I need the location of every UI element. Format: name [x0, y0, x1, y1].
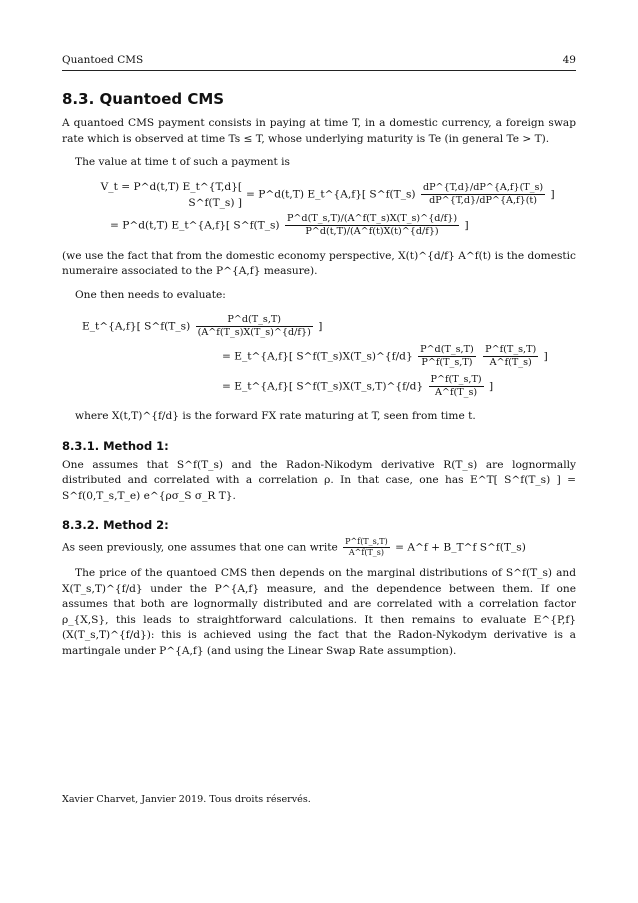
equation-row — [62, 179, 576, 211]
paragraph-method-2-intro — [62, 537, 576, 558]
fraction-numerator: P^f(T_s,T) — [345, 537, 388, 546]
equation-term: E_t^{A,f}[ S^f(T_s) — [82, 320, 191, 332]
equation-fraction — [421, 182, 545, 207]
fraction-denominator: (A^f(T_s)X(T_s)^{d/f}) — [197, 326, 311, 338]
equation-fraction — [285, 213, 459, 238]
equation-term: = P^d(t,T) E_t^{A,f}[ S^f(T_s) — [110, 219, 280, 232]
equation-bracket: ] — [488, 380, 494, 392]
fraction-numerator: P^d(T_s,T) — [420, 343, 474, 355]
section-title: 8.3. Quantoed CMS — [62, 90, 225, 108]
main-content — [62, 90, 576, 659]
equation-bracket: ] — [550, 188, 555, 201]
equation-term: = E_t^{A,f}[ S^f(T_s)X(T_s,T)^{f/d} — [222, 380, 424, 392]
paragraph-method-2-body: The price of the quantoed CMS then depends on the marginal distributions of S^f(T_s) and X(T_s,T)^{f/d} under the P^{A,f} measure, and the dependence between them. If one assumes that both are lognormally distributed and are correlated with a correlation factor ρ_{X,S}, this leads to straightforward calculations. It then remains to evaluate E^{P,f}(X(T_s,T)^{f/d}): this is achieved using the fact that the Radon-Nykodym derivative is a martingale under P^{A,f} (and using the Linear Swap Rate assumption). — [62, 567, 576, 657]
equation-row — [62, 311, 576, 341]
fraction-numerator: dP^{T,d}/dP^{A,f}(T_s) — [422, 182, 544, 193]
header-rule — [62, 70, 576, 71]
equation-bracket: ] — [464, 219, 469, 232]
equation-bracket: ] — [318, 320, 323, 332]
equation-bracket: ] — [543, 350, 548, 362]
running-header — [62, 54, 576, 66]
text-run: As seen previously, one assumes that one can write — [62, 541, 338, 554]
fraction-denominator: A^f(T_s) — [434, 386, 478, 398]
equation-block-evaluate — [62, 311, 576, 401]
footer-copyright: Xavier Charvet, Janvier 2019. Tous droits réservés. — [62, 794, 311, 805]
subsection-method-2-title: 8.3.2. Method 2: — [62, 518, 169, 532]
fraction-numerator: P^d(T_s,T) — [196, 314, 313, 327]
fraction-numerator: P^f(T_s,T) — [430, 373, 482, 385]
paragraph-method-1: One assumes that S^f(T_s) and the Radon-Nikodym derivative R(T_s) are lognormally distributed and correlated with a correlation ρ. In that case, one has E^T[ S^f(T_s) ] = S^f(0,T_s,T_e) e^{ρσ_S σ_R T}. — [62, 458, 576, 502]
page-number: 49 — [562, 54, 576, 66]
equation-lhs: V_t = P^d(t,T) E_t^{T,d}[ S^f(T_s) ] — [100, 180, 242, 209]
equation-term: = P^d(t,T) E_t^{A,f}[ S^f(T_s) — [246, 188, 416, 201]
equation-continuation — [62, 213, 469, 238]
equation-fraction — [429, 374, 484, 399]
paragraph-fx-forward: where X(t,T)^{f/d} is the forward FX rate maturing at T, seen from time t. — [75, 410, 476, 422]
header-title: Quantoed CMS — [62, 54, 144, 66]
equation-fraction — [483, 344, 538, 369]
fraction-denominator: A^f(T_s) — [348, 548, 384, 557]
equation-block-value — [62, 179, 576, 241]
equation-continuation — [62, 374, 493, 399]
text-run: = A^f + B_T^f S^f(T_s) — [395, 541, 526, 554]
paragraph-evaluate: One then needs to evaluate: — [75, 288, 226, 301]
fraction-denominator: A^f(T_s) — [489, 356, 532, 368]
equation-rhs — [62, 344, 548, 369]
equation-row — [62, 211, 576, 241]
fraction-denominator: P^d(t,T)/(A^f(t)X(t)^{d/f}) — [305, 226, 439, 237]
paragraph-intro: A quantoed CMS payment consists in paying at time T, in a domestic currency, a foreign swap rate which is observed at time Ts ≤ T, whose underlying maturity is Te (in general Te > T). — [62, 117, 576, 145]
subsection-method-1-title: 8.3.1. Method 1: — [62, 438, 169, 453]
equation-term: = E_t^{A,f}[ S^f(T_s)X(T_s)^{f/d} — [222, 350, 413, 362]
paragraph-numeraire: (we use the fact that from the domestic economy perspective, X(t)^{d/f} A^f(t) is the domestic numeraire associated to the P^{A,f} measure). — [62, 249, 576, 277]
equation-rhs — [246, 182, 576, 207]
fraction-denominator: dP^{T,d}/dP^{A,f}(t) — [429, 195, 538, 206]
equation-row — [62, 371, 576, 401]
paragraph-value: The value at time t of such a payment is — [75, 156, 290, 168]
inline-fraction — [343, 537, 390, 558]
fraction-numerator: P^d(T_s,T)/(A^f(T_s)X(T_s)^{d/f}) — [286, 213, 458, 224]
fraction-numerator: P^f(T_s,T) — [485, 343, 537, 355]
equation-fraction — [418, 344, 476, 369]
equation-row — [62, 341, 576, 371]
equation-fraction — [196, 314, 313, 339]
fraction-denominator: P^f(T_s,T) — [421, 356, 473, 368]
equation-lhs — [62, 314, 322, 339]
